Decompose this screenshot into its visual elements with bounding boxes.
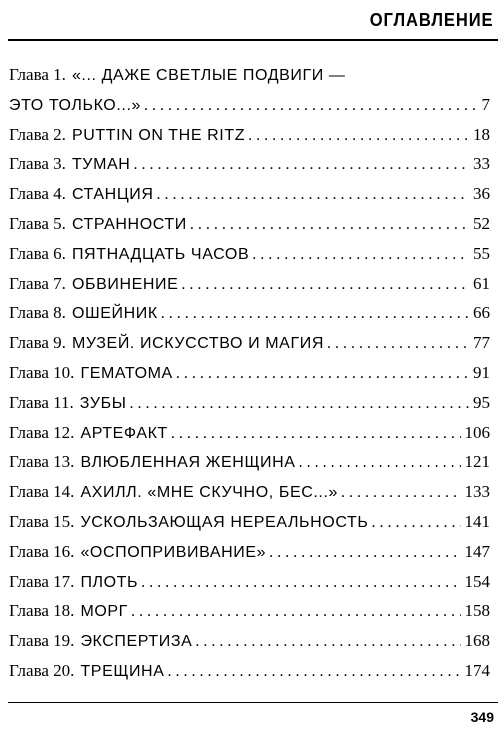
chapter-page-number: 55 [473,243,490,263]
chapter-label: Глава 17. [9,571,75,591]
toc-entry [9,303,490,333]
chapter-page-number: 133 [464,482,490,502]
chapter-title: PUTTIN ON THE RITZ [71,126,246,144]
chapter-page-number: 61 [473,273,490,293]
table-of-contents [9,65,490,691]
dot-leader [338,484,460,502]
toc-entry [9,214,490,244]
dot-leader [187,216,469,234]
chapter-page-number: 147 [464,541,490,561]
dot-leader [296,454,461,472]
toc-entry [9,542,490,572]
toc-entry [9,154,490,184]
chapter-label: Глава 7. [9,273,66,293]
chapter-page-number: 174 [464,660,490,680]
dot-leader [128,603,461,621]
chapter-page-number: 106 [464,422,490,442]
chapter-title: МУЗЕЙ. ИСКУССТВО И МАГИЯ [71,335,324,353]
chapter-title: АРТЕФАКТ [80,424,168,442]
toc-entry [9,423,490,453]
chapter-title: АХИЛЛ. «МНЕ СКУЧНО, БЕС...» [80,484,339,502]
toc-entry [9,452,490,482]
section-title: ОГЛАВЛЕНИЕ [370,10,494,30]
chapter-label: Глава 4. [9,184,66,204]
toc-entry [9,125,490,155]
dot-leader [168,425,461,443]
dot-leader [127,395,469,413]
chapter-title: ЗУБЫ [79,394,127,412]
chapter-page-number: 141 [464,511,490,531]
toc-entry [9,661,490,691]
chapter-title: ОБВИНЕНИЕ [71,275,179,293]
chapter-title: ПЛОТЬ [80,573,139,591]
chapter-page-number: 168 [464,631,490,651]
toc-entry [9,244,490,274]
dot-leader [192,633,460,651]
toc-entry [9,363,490,393]
chapter-page-number: 33 [473,154,490,174]
chapter-page-number: 7 [481,94,490,114]
chapter-label: Глава 8. [9,303,66,323]
chapter-label: Глава 15. [9,511,75,531]
toc-entry [9,333,490,363]
dot-leader [141,97,478,115]
chapter-label: Глава 11. [9,392,74,412]
toc-entry [9,65,490,95]
chapter-title: «ОСПОПРИВИВАНИЕ» [80,543,267,561]
chapter-page-number: 52 [473,213,490,233]
dot-leader [324,335,469,353]
dot-leader [154,186,469,204]
chapter-title: УСКОЛЬЗАЮЩАЯ НЕРЕАЛЬНОСТЬ [80,513,369,531]
chapter-page-number: 66 [473,303,490,323]
dot-leader [249,246,469,264]
chapter-page-number: 77 [473,333,490,353]
chapter-label: Глава 12. [9,422,75,442]
toc-entry [9,572,490,602]
chapter-label: Глава 20. [9,660,75,680]
chapter-page-number: 36 [473,184,490,204]
toc-entry [9,601,490,631]
dot-leader [158,305,469,323]
dot-leader [178,276,469,294]
chapter-label: Глава 5. [9,213,66,233]
chapter-title: ТРЕЩИНА [80,662,165,680]
chapter-page-number: 121 [464,452,490,472]
toc-entry [9,512,490,542]
chapter-title: МОРГ [80,603,128,621]
chapter-label: Глава 13. [9,452,75,472]
chapter-title: ЭТО ТОЛЬКО...» [9,96,141,114]
chapter-page-number: 95 [473,392,490,412]
toc-entry [9,274,490,304]
toc-entry [9,393,490,423]
dot-leader [266,544,460,562]
chapter-label: Глава 14. [9,482,75,502]
chapter-page-number: 158 [464,601,490,621]
chapter-label: Глава 6. [9,243,66,263]
dot-leader [173,365,469,383]
chapter-label: Глава 19. [9,631,75,651]
chapter-title: СТАНЦИЯ [71,186,154,204]
chapter-title: ПЯТНАДЦАТЬ ЧАСОВ [71,245,250,263]
header-divider [8,39,498,41]
toc-entry [9,95,490,125]
dot-leader [245,127,469,145]
toc-entry [9,184,490,214]
chapter-title: ТУМАН [71,156,131,174]
chapter-label: Глава 2. [9,124,66,144]
chapter-label: Глава 1. [9,65,66,84]
chapter-label: Глава 10. [9,362,75,382]
chapter-page-number: 18 [473,124,490,144]
chapter-title: ЭКСПЕРТИЗА [80,633,193,651]
chapter-title: СТРАННОСТИ [71,215,187,233]
toc-entry [9,631,490,661]
chapter-page-number: 91 [473,362,490,382]
footer-divider [8,702,498,703]
chapter-page-number: 154 [464,571,490,591]
chapter-title: «... ДАЖЕ СВЕТЛЫЕ ПОДВИГИ — [71,67,346,84]
chapter-title: ВЛЮБЛЕННАЯ ЖЕНЩИНА [80,454,296,472]
page-number: 349 [470,709,494,725]
chapter-title: ГЕМАТОМА [80,364,173,382]
chapter-title: ОШЕЙНИК [71,305,158,323]
toc-entry [9,482,490,512]
dot-leader [138,574,460,592]
dot-leader [368,514,460,532]
chapter-label: Глава 3. [9,154,66,174]
chapter-label: Глава 16. [9,541,75,561]
chapter-label: Глава 18. [9,601,75,621]
dot-leader [130,156,469,174]
chapter-label: Глава 9. [9,333,66,353]
dot-leader [164,663,460,681]
